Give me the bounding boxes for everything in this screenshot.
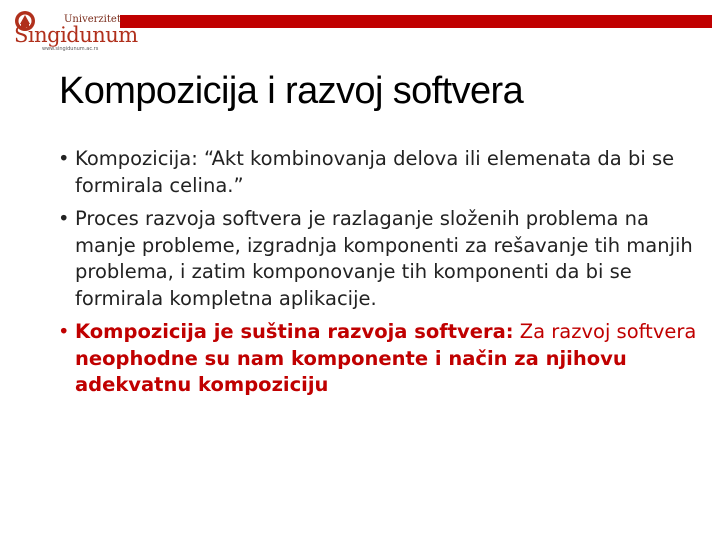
university-logo — [12, 10, 138, 54]
bullet-emphasis: neophodne su nam komponente i način za njihovu adekvatnu kompoziciju — [75, 346, 627, 396]
bullet-item-composition-definition — [58, 146, 698, 199]
bullet-marker: • — [58, 147, 70, 170]
bullet-emphasis: Kompozicija je suština razvoja softvera: — [75, 320, 514, 343]
bullet-marker: • — [58, 320, 70, 343]
header-accent-bar — [120, 15, 712, 28]
slide-title: Kompozicija i razvoj softvera — [59, 70, 524, 112]
bullet-text: Proces razvoja softvera je razlaganje složenih problema na manje probleme, izgradnja komponenti za rešavanje tih manjih problema, i zatim komponovanje tih komponenti da bi se formirala kompletna aplikacije. — [75, 207, 693, 310]
bullet-item-development-process — [58, 206, 698, 312]
bullet-item-composition-essence — [58, 319, 698, 399]
logo-university-label: Univerzitet — [64, 14, 121, 25]
logo-name: Singidunum — [14, 23, 138, 47]
bullet-marker: • — [58, 207, 70, 230]
bullet-text: Za razvoj softvera — [513, 320, 697, 343]
bullet-text: Kompozicija: “Akt kombinovanja delova ili elemenata da bi se formirala celina.” — [75, 147, 675, 197]
bullet-list — [58, 146, 698, 406]
logo-url: www.singidunum.ac.rs — [42, 46, 99, 52]
